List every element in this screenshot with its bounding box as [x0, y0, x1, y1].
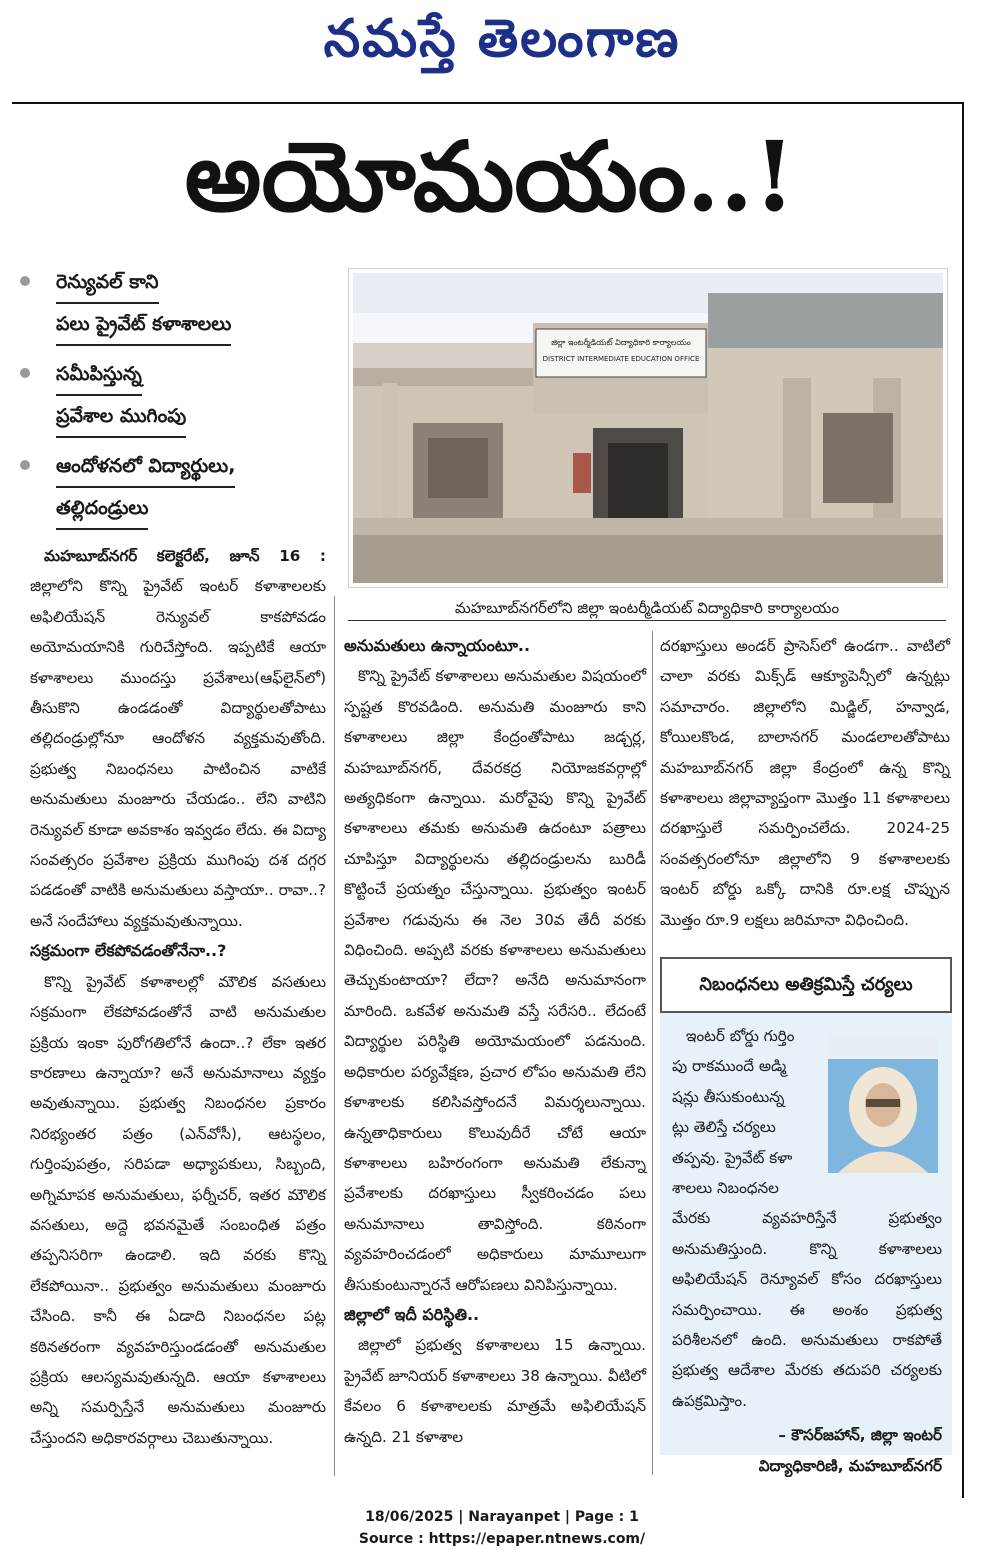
column-divider [652, 631, 653, 1475]
photo-caption: మహబూబ్‌నగర్‌లోని జిల్లా ఇంటర్మీడియట్ విద్యాధికారి కార్యాలయం [348, 596, 946, 621]
subheading: జిల్లాలో ఇదీ పరిస్థితి.. [344, 1304, 480, 1324]
subheading: సక్రమంగా లేకపోవడంతోనేనా..? [30, 941, 227, 961]
box-paragraph: మేరకు వ్యవహరిస్తేనే ప్రభుత్వం అనుమతిస్తుంది. కొన్ని కళాశాలలు అఫిలియేషన్ రెన్యూవల్ కోసం దరఖాస్తులు సమర్పించాయి. ఈ అంశం ప్రభుత్వ పరిశీలనలో ఉంది. అనుమతులు రాకపోతే ప్రభుత్వ ఆదేశాల మేరకు తదుపరి చర్యలకు ఉపక్రమిస్తాం. [672, 1209, 942, 1410]
newspaper-title: నమస్తే తెలంగాణ [323, 8, 681, 69]
bullet-dot-icon [20, 276, 30, 286]
bullet-text: ఆందోళనలో విద్యార్థులు, [56, 446, 235, 488]
dateline: మహబూబ్‌నగర్ కలెక్టరేట్, జూన్ 16 : [44, 547, 326, 565]
bullet-text: ప్రవేశాల ముగింపు [56, 396, 186, 438]
paragraph-text: జిల్లాలోని కొన్ని ప్రైవేట్ ఇంటర్ కళాశాలలకు అఫిలియేషన్ రెన్యువల్ కాకపోవడం అయోమయానికి గురిచేస్తోంది. ఇప్పటికే ఆయా కళాశాలలు ముందస్తు ప్రవేశాలు(ఆఫ్‌లైన్‌లో) తీసుకొని ఉండడంతో విద్యార్థులతోపాటు తల్లిదండ్రుల్లోనూ ఆందోళన వ్యక్తమవుతోంది. ప్రభుత్వ నిబంధనలు పాటించిన వాటికే అనుమతులు మంజూరు చేయడం.. లేని వాటిని రెన్యువల్ కూడా అవకాశం ఇవ్వడం లేదు. ఈ విద్యా సంవత్సరం ప్రవేశాల ప్రక్రియ ముగింపు దశ దగ్గర పడడంతో వాటికి అనుమతులు వస్తాయా.. రావా..? అనే సందేహాలు వ్యక్తమవుతున్నాయి. [30, 577, 326, 930]
box-line: తప్పవు. ప్రైవేట్ కళా [672, 1148, 793, 1167]
masthead [0, 8, 1004, 82]
building-illustration [353, 273, 943, 583]
attribution: విద్యాధికారిణి, మహబూబ్‌నగర్ [758, 1456, 942, 1475]
sign-top-text: జిల్లా ఇంటర్మీడియట్ విద్యాధికారి కార్యాలయం [551, 338, 691, 347]
paragraph [30, 541, 326, 936]
article-column-3 [660, 631, 950, 935]
sign-bottom-text: DISTRICT INTERMEDIATE EDUCATION OFFICE [542, 355, 700, 363]
box-title: నిబంధనలు అతిక్రమిస్తే చర్యలు [660, 957, 952, 1013]
box-line: శాలలు నిబంధనల [672, 1179, 779, 1198]
paragraph: దరఖాస్తులు అండర్ ప్రాసెస్‌లో ఉండగా.. వాటిలో చాలా వరకు మిక్స్‌డ్ ఆక్యూపెన్సీలో ఉన్నట్లు సమాచారం. జిల్లాలోని మిడ్జిల్, హన్వాడ, కోయిలకొండ, బాలానగర్ మండలాలతోపాటు మహబూబ్‌నగర్ జిల్లా కేంద్రంలో ఉన్న కొన్ని కళాశాలలు జిల్లావ్యాప్తంగా మొత్తం 11 కళాశాలలు దరఖాస్తులే సమర్పించలేదు. 2024-25 సంవత్సరంలోనూ జిల్లాలోని 9 కళాశాలలకు ఇంటర్ బోర్డు ఒక్కో దానికి రూ.లక్ష చొప్పున మొత్తం రూ.9 లక్షలు జరిమానా విధించింది. [660, 637, 950, 929]
subheading: అనుమతులు ఉన్నాయంటూ.. [344, 636, 531, 655]
paragraph: కొన్ని ప్రైవేట్ కళాశాలల్లో మౌలిక వసతులు సక్రమంగా లేకపోవడంతోనే వాటి అనుమతుల ప్రక్రియ ఇంకా పురోగతిలోనే ఉందా..? లేకా ఇతర కారణాలు ఉన్నాయా? అనే అనుమానాలు వ్యక్తం అవుతున్నాయి. ప్రభుత్వ నిబంధనల ప్రకారం నిరభ్యంతర పత్రం (ఎన్‌వోసీ), ఆటస్థలం, గుర్తింపుపత్రం, సరిపడా అధ్యాపకులు, సిబ్బంది, అగ్నిమాపక అనుమతులు, ఫర్నీచర్, ఇతర మౌలిక వసతులు, అద్దె భవనమైతే సంబంధిత పత్రం తప్పనిసరిగా ఉండాలి. ఇది వరకు కొన్ని లేకపోయినా.. ప్రభుత్వం అనుమతులు మంజూరు చేసింది. కానీ ఈ ఏడాది నిబంధనల పట్ల కఠినతరంగా వ్యవహరిస్తుండడంతో అనుమతుల ప్రక్రియ ఆలస్యమవుతున్నది. ఆయా కళాశాలలు అన్ని సమర్పిస్తేనే అనుమతులు మంజూరు చేస్తుందని అధికారవర్గాలు చెబుతున్నాయి. [30, 972, 326, 1447]
news-photo [348, 268, 948, 588]
footer [0, 1506, 1004, 1550]
footer-date-line: 18/06/2025 | Narayanpet | Page : 1 [365, 1509, 639, 1525]
paragraph: జిల్లాలో ప్రభుత్వ కళాశాలలు 15 ఉన్నాయి. ప్రైవేట్ జూనియర్ కళాశాలలు 38 ఉన్నాయి. వీటిలో కేవలం 6 కళాశాలలకు మాత్రమే అఫిలియేషన్ ఉన్నది. 21 కళాశాల [344, 1336, 646, 1446]
bullet-list [18, 262, 338, 538]
column-divider [334, 596, 335, 1476]
bullet-text: తల్లిదండ్రులు [56, 488, 148, 530]
article-column-1 [30, 541, 326, 1453]
bullet-text: పలు ప్రైవేట్ కళాశాలలు [56, 304, 231, 346]
bullet-text: సమీపిస్తున్న [56, 354, 142, 396]
box-line: ట్లు తెలిస్తే చర్యలు [672, 1118, 776, 1137]
building-image [353, 273, 943, 583]
bullet-item [18, 446, 338, 530]
bullet-text: రెన్యువల్ కాని [56, 262, 159, 304]
quote-box [660, 957, 952, 1475]
article-column-2 [344, 631, 646, 1452]
box-line: షన్లు తీసుకుంటున్న [672, 1087, 785, 1106]
bullet-dot-icon [20, 460, 30, 470]
box-line: పు రాకముందే అడ్మి [672, 1057, 787, 1076]
paragraph: కొన్ని ప్రైవేట్ కళాశాలలు అనుమతుల విషయంలో స్పష్టత కొరవడింది. అనుమతి మంజూరు కాని కళాశాలలు జిల్లా కేంద్రంతోపాటు జడ్చర్ల, మహబూబ్‌నగర్, దేవరకద్ర నియోజకవర్గాల్లో అత్యధికంగా ఉన్నాయి. మరోవైపు కొన్ని ప్రైవేట్ కళాశాలలు తమకు అనుమతి ఉదంటూ పత్రాలు చూపిస్తూ విద్యార్థులను తల్లిదండ్రులను బురిడీ కొట్టించే ప్రయత్నం చేస్తున్నాయి. ప్రభుత్వం ఇంటర్ ప్రవేశాల గడువును ఈ నెల 30వ తేదీ వరకు విధించింది. అప్పటి వరకు కళాశాలలు అనుమతులు తెచ్చుకుంటాయా? లేదా? అనేది అనుమానంగా మారింది. ఒకవేళ అనుమతి వస్తే సరేసరి.. లేదంటే విద్యార్థుల పరిస్థితి అయోమయంలో పడనుంది. అధికారుల పర్యవేక్షణ, ప్రచార లోపం అనుమతి లేని కళాశాలకు కలిసివస్తోందనే విమర్శలున్నాయి. ఉన్నతాధికారులు కొలువుదీరే చోటే ఆయా కళాశాలలు బహిరంగంగా అనుమతి లేకున్నా ప్రవేశాలకు దరఖాస్తులు స్వీకరించడం పలు అనుమానాలు తావిస్తోంది. కఠినంగా వ్యవహరించడంలో అధికారులు మామూలుగా తీసుకుంటున్నారనే ఆరోపణలు వినిపిస్తున్నాయి. [344, 667, 646, 1294]
attribution: – కౌసర్‌జహాన్, జిల్లా ఇంటర్ [778, 1426, 942, 1445]
headline: అయోమయం..! [184, 120, 796, 233]
bullet-item [18, 262, 338, 346]
bullet-item [18, 354, 338, 438]
footer-source-line: Source : https://epaper.ntnews.com/ [358, 1531, 646, 1547]
bullet-dot-icon [20, 368, 30, 378]
box-body [672, 1021, 942, 1481]
box-line: ఇంటర్ బోర్డు గుర్తిం [686, 1027, 795, 1045]
